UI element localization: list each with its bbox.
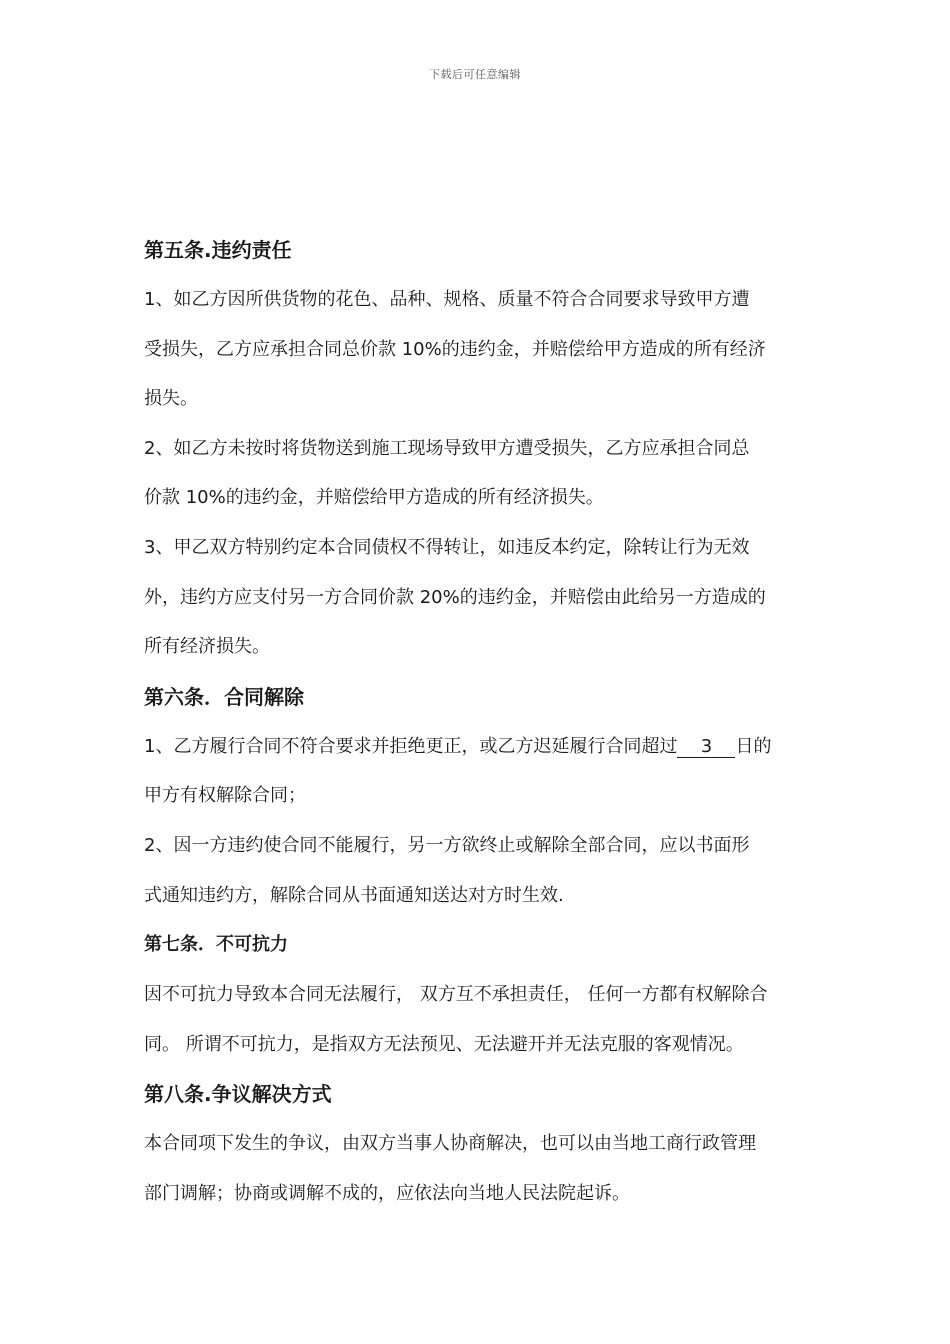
text-line: 2、如乙方未按时将货物送到施工现场导致甲方遭受损失，乙方应承担合同总	[144, 437, 750, 459]
text-line: 甲方有权解除合同；	[144, 785, 306, 807]
text-line	[144, 722, 808, 772]
text-line: 所有经济损失。	[144, 636, 270, 658]
article-8-body	[144, 1119, 808, 1218]
fill-in-blank: 3	[677, 737, 735, 758]
document-body	[144, 225, 808, 1219]
article-6-clause-2	[144, 821, 808, 920]
text-line: 受损失，乙方应承担合同总价款 10%的违约金，并赔偿给甲方造成的所有经济	[144, 338, 766, 360]
article-6-clause-1	[144, 722, 808, 821]
text-line: 本合同项下发生的争议，由双方当事人协商解决，也可以由当地工商行政管理	[144, 1133, 756, 1155]
article-6-title: 第六条．合同解除	[144, 684, 304, 709]
text-line: 2、因一方违约使合同不能履行，另一方欲终止或解除全部合同，应以书面形	[144, 834, 750, 856]
article-7-body	[144, 970, 808, 1069]
text-line: 因不可抗力导致本合同无法履行， 双方互不承担责任， 任何一方都有权解除合	[144, 984, 768, 1006]
article-7-title: 第七条．不可抗力	[144, 934, 288, 956]
text-line: 同。 所谓不可抗力，是指双方无法预见、无法避开并无法克服的客观情况。	[144, 1033, 744, 1055]
text-line: 1、如乙方因所供货物的花色、品种、规格、质量不符合合同要求导致甲方遭	[144, 289, 750, 310]
article-5-clause-2	[144, 424, 808, 523]
text-line: 式通知违约方，解除合同从书面通知送达对方时生效.	[144, 884, 564, 906]
article-5-title: 第五条.违约责任	[144, 238, 292, 262]
clause-text: 1、乙方履行合同不符合要求并拒绝更正，或乙方迟延履行合同超过	[144, 735, 678, 757]
article-5-clause-3	[144, 523, 808, 672]
text-line: 外，违约方应支付另一方合同价款 20%的违约金，并赔偿由此给另一方造成的	[144, 586, 766, 608]
page-header: 下载后可任意编辑	[429, 68, 521, 81]
text-line: 损失。	[144, 388, 198, 410]
text-line: 价款 10%的违约金，并赔偿给甲方造成的所有经济损失。	[144, 487, 604, 509]
text-line: 3、甲乙双方特别约定本合同债权不得转让，如违反本约定，除转让行为无效	[144, 536, 750, 558]
text-line: 部门调解；协商或调解不成的，应依法向当地人民法院起诉。	[144, 1182, 630, 1204]
clause-text: 日的	[735, 735, 772, 757]
article-8-title: 第八条.争议解决方式	[144, 1082, 332, 1107]
article-5-clause-1	[144, 275, 808, 424]
